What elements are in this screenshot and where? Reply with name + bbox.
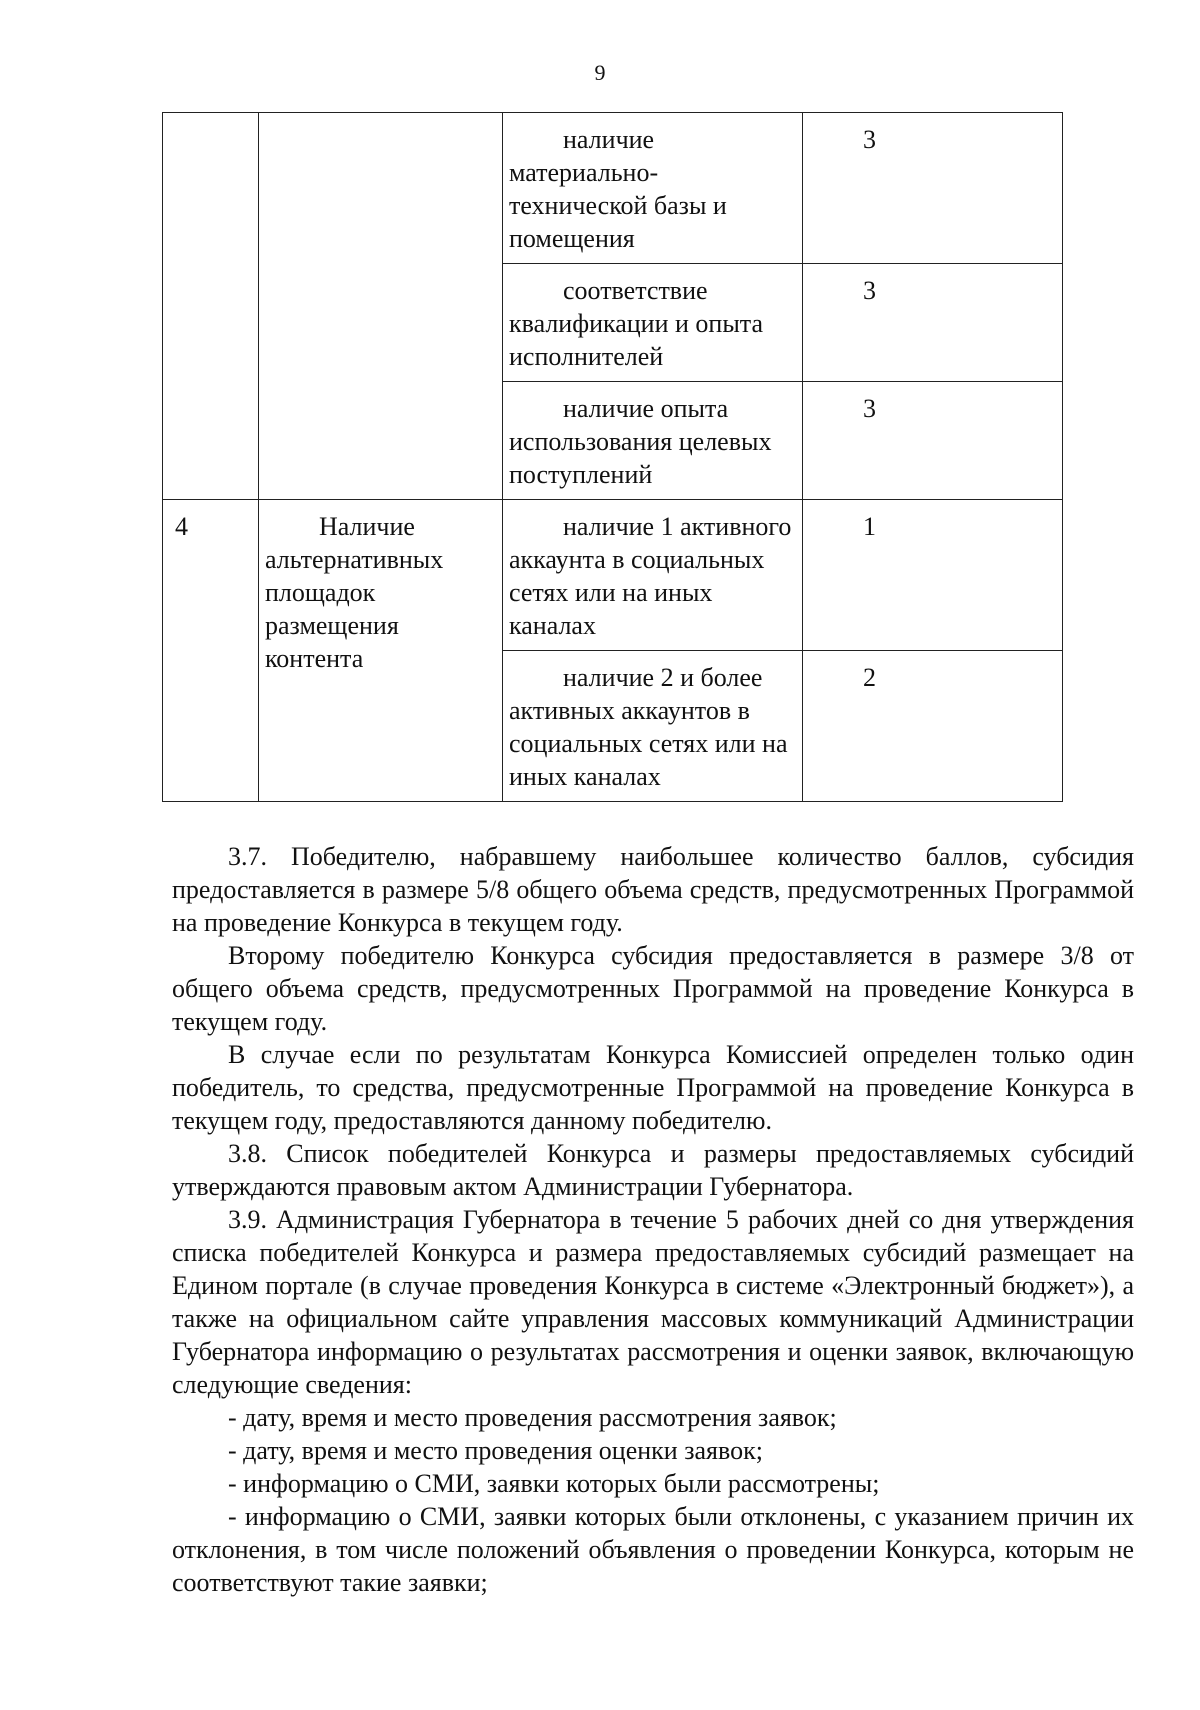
indicator-text: соответствие квалификации и опыта исполнителей: [509, 276, 764, 371]
paragraph-3-9: 3.9. Администрация Губернатора в течение 5 рабочих дней со дня утверждения списка победителей Конкурса и размера предоставляемых субсидий размещает на Едином портале (в случае проведения Конкурса в системе «Электронный бюджет»), а также на официальном сайте управления массовых коммуникаций Администрации Губернатора информацию о результатах рассмотрения и оценки заявок, включающую следующие сведения:: [172, 1205, 1134, 1399]
indicator-cell: [503, 264, 803, 382]
indicator-text: наличие 1 активного аккаунта в социальных сетях или на иных каналах: [509, 512, 792, 640]
indicator-cell: [503, 382, 803, 500]
score-cell: 3: [803, 113, 1063, 264]
page-number: 9: [594, 60, 606, 85]
score-cell: 2: [803, 651, 1063, 802]
paragraph-single-winner: В случае если по результатам Конкурса Комиссией определен только один победитель, то средства, предусмотренные Программой на проведение Конкурса в текущем году, предоставляются данному победителю.: [172, 1040, 1134, 1135]
criterion-number-cell: 4: [163, 500, 259, 802]
indicator-text: наличие опыта использования целевых поступлений: [509, 394, 772, 489]
score-cell: 3: [803, 264, 1063, 382]
score-cell: 1: [803, 500, 1063, 651]
evaluation-criteria-table: [162, 112, 1063, 802]
document-body: [172, 840, 1134, 1599]
score-cell: 3: [803, 382, 1063, 500]
criterion-name-cell: [259, 500, 503, 802]
indicator-text: наличие материально-технической базы и помещения: [509, 125, 727, 253]
indicator-text: наличие 2 и более активных аккаунтов в социальных сетях или на иных каналах: [509, 663, 788, 791]
paragraph-3-7: 3.7. Победителю, набравшему наибольшее количество баллов, субсидия предоставляется в размере 5/8 общего объема средств, предусмотренных Программой на проведение Конкурса в текущем году.: [172, 842, 1134, 937]
indicator-cell: [503, 113, 803, 264]
indicator-cell: [503, 500, 803, 651]
paragraph-second-winner: Второму победителю Конкурса субсидия предоставляется в размере 3/8 от общего объема средств, предусмотренных Программой на проведение Конкурса в текущем году.: [172, 941, 1134, 1036]
list-item: - дату, время и место проведения оценки заявок;: [228, 1436, 763, 1465]
paragraph-3-8: 3.8. Список победителей Конкурса и размеры предоставляемых субсидий утверждаются правовым актом Администрации Губернатора.: [172, 1139, 1134, 1201]
list-item: - информацию о СМИ, заявки которых были рассмотрены;: [228, 1469, 880, 1498]
table-row: [163, 113, 1063, 264]
criterion-name-cell: [259, 113, 503, 500]
indicator-cell: [503, 651, 803, 802]
list-item: - информацию о СМИ, заявки которых были отклонены, с указанием причин их отклонения, в том числе положений объявления о проведении Конкурса, которым не соответствуют такие заявки;: [172, 1502, 1134, 1597]
criterion-name-text: Наличие альтернативных площадок размещения контента: [265, 512, 444, 673]
table-row: [163, 500, 1063, 651]
criterion-number-cell: [163, 113, 259, 500]
list-item: - дату, время и место проведения рассмотрения заявок;: [228, 1403, 837, 1432]
